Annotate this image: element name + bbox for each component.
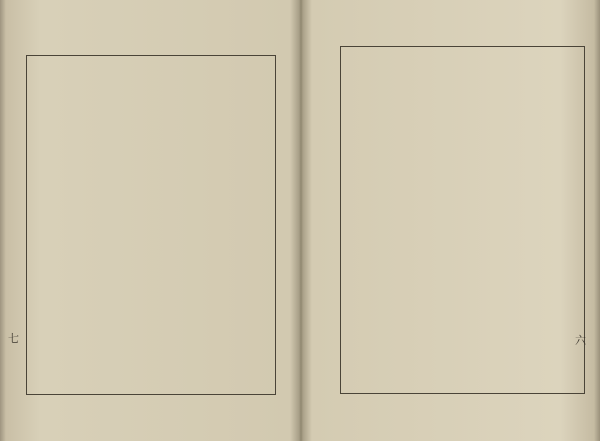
right-page — [300, 0, 600, 441]
right-page-border — [340, 46, 585, 394]
left-page-number: 七 — [8, 332, 19, 345]
left-page-border — [26, 55, 276, 395]
right-page-number: 六 — [575, 334, 586, 347]
